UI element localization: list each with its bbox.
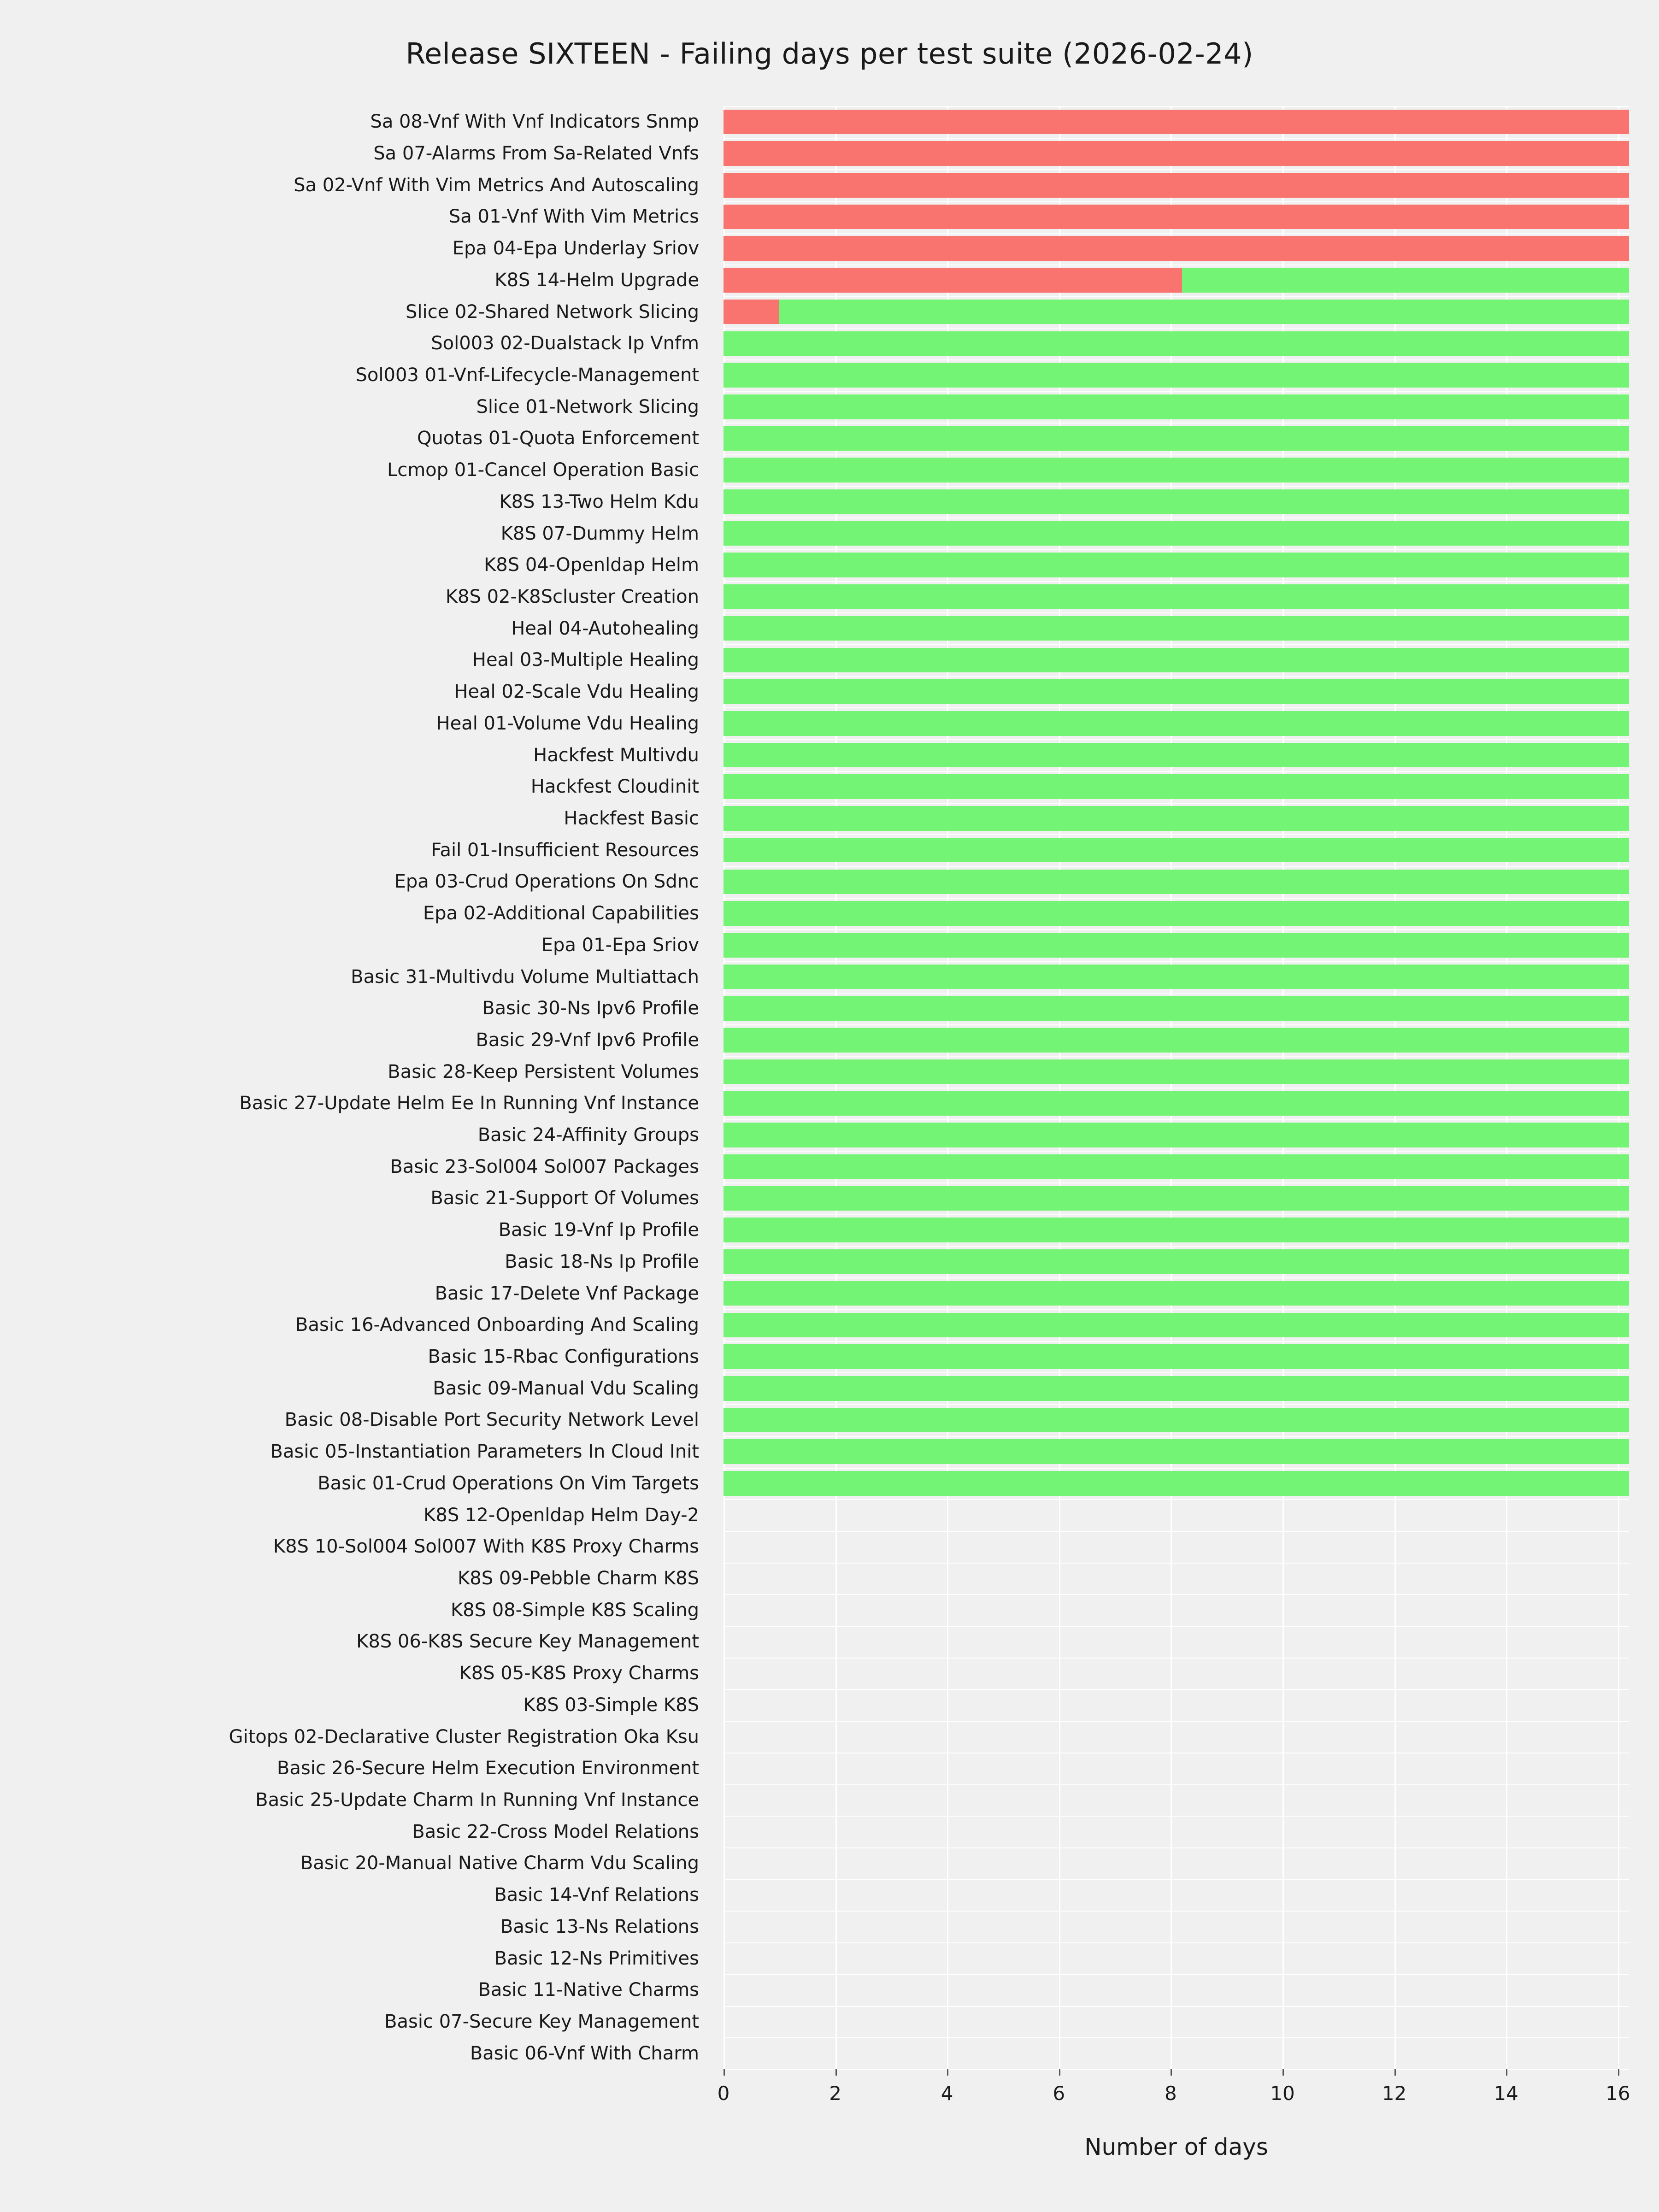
bar-passing — [724, 965, 1629, 989]
y-tick-label: Slice 01-Network Slicing — [476, 396, 699, 418]
y-tick-label: K8S 06-K8S Secure Key Management — [356, 1631, 699, 1653]
y-gridline — [724, 1499, 1629, 1500]
y-gridline — [724, 391, 1629, 392]
y-tick-label: Epa 02-Additional Capabilities — [423, 903, 699, 924]
y-gridline — [724, 359, 1629, 360]
y-gridline — [724, 1847, 1629, 1848]
plot-area — [724, 106, 1629, 2069]
y-gridline — [724, 1658, 1629, 1659]
y-tick-label: Hackfest Multivdu — [533, 744, 699, 766]
bar-failing — [724, 173, 1629, 198]
y-axis-labels — [0, 106, 712, 2069]
y-tick-label: Basic 26-Secure Helm Execution Environment — [276, 1758, 699, 1779]
y-gridline — [724, 1372, 1629, 1373]
y-gridline — [724, 1942, 1629, 1943]
bar-passing — [724, 870, 1629, 894]
y-gridline — [724, 1182, 1629, 1183]
bar-passing — [724, 679, 1629, 704]
x-tick-mark — [1059, 2069, 1060, 2076]
bar-passing — [724, 426, 1629, 451]
chart-title: Release SIXTEEN - Failing days per test suite (2026-02-24) — [406, 37, 1253, 71]
bar-passing — [724, 743, 1629, 768]
y-tick-label: Basic 18-Ns Ip Profile — [505, 1251, 699, 1272]
y-tick-label: Hackfest Basic — [564, 807, 699, 829]
bar-passing — [724, 363, 1629, 388]
y-gridline — [724, 454, 1629, 455]
y-tick-label: Heal 04-Autohealing — [511, 618, 699, 639]
y-gridline — [724, 1341, 1629, 1342]
x-tick-mark — [1171, 2069, 1172, 2076]
y-gridline — [724, 612, 1629, 613]
y-gridline — [724, 1468, 1629, 1469]
y-gridline — [724, 1214, 1629, 1215]
y-tick-label: K8S 07-Dummy Helm — [500, 523, 699, 544]
y-gridline — [724, 201, 1629, 202]
bar-failing — [724, 300, 779, 324]
x-tick-label: 16 — [1606, 2082, 1630, 2105]
y-tick-label: Basic 31-Multivdu Volume Multiattach — [351, 966, 699, 988]
bar-passing — [724, 711, 1629, 736]
y-gridline — [724, 1119, 1629, 1120]
y-tick-label: Basic 22-Cross Model Relations — [412, 1821, 699, 1842]
y-gridline — [724, 581, 1629, 582]
bar-passing — [724, 489, 1629, 514]
y-tick-label: Basic 14-Vnf Relations — [494, 1884, 699, 1906]
y-tick-label: K8S 08-Simple K8S Scaling — [450, 1599, 699, 1621]
bar-passing — [724, 1028, 1629, 1053]
y-gridline — [724, 1689, 1629, 1690]
y-tick-label: Sol003 01-Vnf-Lifecycle-Management — [355, 365, 699, 386]
x-tick-label: 12 — [1382, 2082, 1407, 2105]
y-tick-label: Sol003 02-Dualstack Ip Vnfm — [431, 333, 699, 354]
y-tick-label: Heal 01-Volume Vdu Healing — [436, 712, 699, 734]
y-tick-label: Sa 08-Vnf With Vnf Indicators Snmp — [370, 111, 699, 133]
y-tick-label: Heal 03-Multiple Healing — [472, 649, 699, 671]
y-gridline — [724, 898, 1629, 899]
y-tick-label: Epa 04-Epa Underlay Sriov — [452, 238, 699, 259]
y-gridline — [724, 1436, 1629, 1437]
bar-passing — [724, 521, 1629, 546]
y-tick-label: Basic 20-Manual Native Charm Vdu Scaling — [300, 1853, 699, 1874]
x-tick-label: 4 — [941, 2082, 953, 2105]
y-gridline — [724, 138, 1629, 139]
y-tick-label: Basic 13-Ns Relations — [500, 1916, 699, 1937]
y-gridline — [724, 423, 1629, 424]
y-gridline — [724, 169, 1629, 170]
y-tick-label: K8S 02-K8Scluster Creation — [445, 586, 699, 607]
bar-passing — [724, 1186, 1629, 1211]
y-tick-label: Sa 07-Alarms From Sa-Related Vnfs — [373, 143, 699, 165]
bar-passing — [724, 1439, 1629, 1464]
y-gridline — [724, 1309, 1629, 1310]
y-tick-label: Sa 02-Vnf With Vim Metrics And Autoscaling — [294, 174, 699, 196]
y-tick-label: Heal 02-Scale Vdu Healing — [454, 681, 699, 703]
x-tick-mark — [724, 2069, 725, 2076]
y-gridline — [724, 1277, 1629, 1278]
bar-passing — [724, 648, 1629, 673]
y-gridline — [724, 1816, 1629, 1817]
bar-passing — [724, 458, 1629, 482]
y-tick-label: Basic 12-Ns Primitives — [494, 1947, 699, 1969]
bar-passing — [724, 1376, 1629, 1401]
bar-passing — [724, 1154, 1629, 1179]
y-tick-label: Basic 25-Update Charm In Running Vnf Instance — [255, 1789, 699, 1811]
y-gridline — [724, 2006, 1629, 2007]
y-tick-label: Basic 17-Delete Vnf Package — [435, 1282, 699, 1304]
y-tick-label: Basic 06-Vnf With Charm — [470, 2042, 699, 2064]
y-gridline — [724, 1626, 1629, 1627]
bar-passing — [724, 553, 1629, 577]
y-tick-label: K8S 14-Helm Upgrade — [494, 269, 699, 291]
y-tick-label: Basic 29-Vnf Ipv6 Profile — [476, 1029, 699, 1051]
y-gridline — [724, 1974, 1629, 1975]
y-gridline — [724, 486, 1629, 487]
y-gridline — [724, 1594, 1629, 1595]
x-tick-mark — [1394, 2069, 1396, 2076]
y-gridline — [724, 644, 1629, 645]
y-gridline — [724, 1531, 1629, 1532]
y-tick-label: Basic 09-Manual Vdu Scaling — [433, 1377, 699, 1399]
bar-failing — [724, 268, 1182, 293]
bar-failing — [724, 141, 1629, 166]
y-gridline — [724, 1784, 1629, 1785]
y-tick-label: Basic 11-Native Charms — [478, 1979, 699, 2001]
y-gridline — [724, 1721, 1629, 1722]
y-gridline — [724, 1404, 1629, 1405]
y-gridline — [724, 929, 1629, 930]
y-tick-label: Sa 01-Vnf With Vim Metrics — [448, 206, 699, 228]
bar-passing — [724, 1471, 1629, 1496]
x-axis-title: Number of days — [1084, 2134, 1268, 2160]
y-gridline — [724, 1246, 1629, 1247]
bar-passing — [724, 584, 1629, 609]
y-gridline — [724, 1151, 1629, 1152]
y-tick-label: Gitops 02-Declarative Cluster Registration Oka Ksu — [229, 1726, 699, 1747]
y-gridline — [724, 106, 1629, 107]
y-tick-label: Basic 01-Crud Operations On Vim Targets — [318, 1472, 699, 1494]
bar-passing — [724, 1408, 1629, 1433]
y-tick-label: Basic 28-Keep Persistent Volumes — [388, 1061, 699, 1082]
bar-passing — [724, 774, 1629, 799]
y-gridline — [724, 961, 1629, 962]
y-tick-label: Basic 07-Secure Key Management — [384, 2011, 699, 2032]
y-gridline — [724, 707, 1629, 708]
y-gridline — [724, 2037, 1629, 2038]
y-gridline — [724, 803, 1629, 804]
y-gridline — [724, 771, 1629, 772]
bar-passing — [724, 1313, 1629, 1338]
y-tick-label: Basic 27-Update Helm Ee In Running Vnf Instance — [239, 1093, 699, 1114]
x-tick-mark — [1618, 2069, 1619, 2076]
y-tick-label: K8S 09-Pebble Charm K8S — [458, 1568, 699, 1589]
y-tick-label: K8S 13-Two Helm Kdu — [499, 491, 699, 512]
y-tick-label: Fail 01-Insufficient Resources — [431, 839, 699, 861]
x-tick-label: 14 — [1494, 2082, 1518, 2105]
x-tick-label: 10 — [1270, 2082, 1295, 2105]
bar-passing — [724, 806, 1629, 831]
bar-passing — [779, 300, 1629, 324]
y-gridline — [724, 2069, 1629, 2070]
y-tick-label: Epa 01-Epa Sriov — [541, 934, 699, 956]
y-gridline — [724, 1911, 1629, 1912]
bar-passing — [724, 331, 1629, 356]
y-tick-label: Basic 08-Disable Port Security Network Level — [284, 1409, 699, 1431]
y-tick-label: Basic 30-Ns Ipv6 Profile — [482, 998, 699, 1019]
x-tick-label: 8 — [1164, 2082, 1177, 2105]
y-tick-label: Slice 02-Shared Network Slicing — [406, 301, 699, 323]
x-tick-mark — [1506, 2069, 1507, 2076]
y-gridline — [724, 1024, 1629, 1025]
y-gridline — [724, 676, 1629, 677]
y-gridline — [724, 1056, 1629, 1057]
y-gridline — [724, 328, 1629, 329]
y-gridline — [724, 1563, 1629, 1564]
y-tick-label: K8S 05-K8S Proxy Charms — [459, 1663, 699, 1684]
y-gridline — [724, 296, 1629, 297]
y-tick-label: Basic 21-Support Of Volumes — [430, 1188, 699, 1209]
x-tick-mark — [835, 2069, 837, 2076]
bar-passing — [724, 1059, 1629, 1084]
y-tick-label: Hackfest Cloudinit — [530, 776, 699, 798]
y-tick-label: Epa 03-Crud Operations On Sdnc — [394, 871, 699, 893]
y-tick-label: Basic 19-Vnf Ip Profile — [498, 1219, 699, 1241]
x-tick-label: 2 — [829, 2082, 841, 2105]
x-tick-mark — [1282, 2069, 1284, 2076]
y-tick-label: Basic 23-Sol004 Sol007 Packages — [390, 1156, 699, 1177]
y-gridline — [724, 549, 1629, 550]
x-tick-mark — [947, 2069, 948, 2076]
y-tick-label: Basic 16-Advanced Onboarding And Scaling — [295, 1314, 699, 1336]
y-tick-label: Basic 05-Instantiation Parameters In Cloud Init — [270, 1441, 699, 1463]
bar-passing — [724, 1123, 1629, 1147]
bar-passing — [1182, 268, 1629, 293]
bar-passing — [724, 1218, 1629, 1242]
bar-passing — [724, 394, 1629, 419]
plot-inner — [724, 106, 1629, 2069]
y-tick-label: K8S 04-Openldap Helm — [484, 554, 699, 576]
x-tick-label: 0 — [717, 2082, 730, 2105]
bar-passing — [724, 933, 1629, 958]
y-tick-label: Lcmop 01-Cancel Operation Basic — [387, 459, 699, 481]
bar-passing — [724, 1249, 1629, 1274]
y-tick-label: K8S 03-Simple K8S — [523, 1694, 699, 1716]
y-tick-label: K8S 12-Openldap Helm Day-2 — [424, 1504, 699, 1526]
y-tick-label: K8S 10-Sol004 Sol007 With K8S Proxy Charms — [273, 1536, 699, 1558]
y-tick-label: Basic 15-Rbac Configurations — [428, 1346, 699, 1368]
y-gridline — [724, 739, 1629, 740]
bar-failing — [724, 236, 1629, 261]
bar-passing — [724, 616, 1629, 641]
y-gridline — [724, 1879, 1629, 1880]
y-tick-label: Basic 24-Affinity Groups — [477, 1124, 699, 1146]
bar-failing — [724, 110, 1629, 135]
bar-passing — [724, 996, 1629, 1021]
bar-passing — [724, 901, 1629, 926]
x-tick-label: 6 — [1053, 2082, 1065, 2105]
y-gridline — [724, 993, 1629, 994]
bar-failing — [724, 205, 1629, 229]
y-tick-label: Quotas 01-Quota Enforcement — [417, 428, 699, 449]
bar-passing — [724, 1344, 1629, 1369]
y-gridline — [724, 834, 1629, 835]
bar-passing — [724, 1091, 1629, 1116]
bar-passing — [724, 1281, 1629, 1306]
y-gridline — [724, 866, 1629, 867]
bar-passing — [724, 838, 1629, 863]
y-gridline — [724, 233, 1629, 234]
